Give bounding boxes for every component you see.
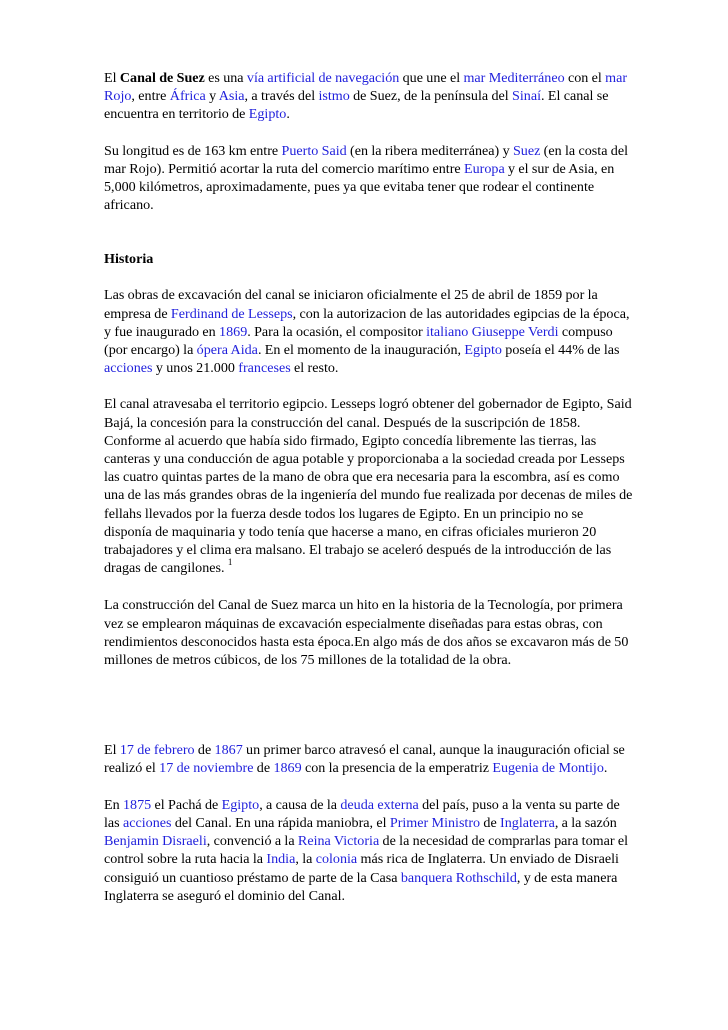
text-run: un primer barco atravesó el canal, aunque la inauguración oficial se realizó el xyxy=(104,742,625,777)
text-run: , a la sazón xyxy=(554,814,617,831)
text-run: , la xyxy=(295,851,316,868)
text-run: es una xyxy=(204,70,247,86)
text-run: El xyxy=(104,742,120,759)
bold-text: Historia xyxy=(104,251,154,268)
link-reina-victoria[interactable]: Reina Victoria xyxy=(297,833,380,850)
text-run: (en la ribera mediterránea) y xyxy=(346,142,513,159)
text-run: El xyxy=(104,70,120,86)
text-run: . El canal se encuentra en territorio de xyxy=(104,88,609,123)
link-acciones[interactable]: acciones xyxy=(104,360,153,377)
text-run: , entre xyxy=(131,88,170,105)
link-egipto[interactable]: Egipto xyxy=(464,342,502,359)
text-run: En xyxy=(104,796,123,813)
text-run: y el sur de Asia, en 5,000 kilómetros, aproximadamente, pues ya que evitaba tener que rodear el continente africano. xyxy=(104,160,615,214)
text-run: , convenció a la xyxy=(206,833,298,850)
link-italiano[interactable]: italiano xyxy=(426,323,469,340)
paragraph-intro xyxy=(104,69,634,124)
text-run: . xyxy=(603,760,608,777)
link-1875[interactable]: 1875 xyxy=(122,796,152,813)
link-inglaterra[interactable]: Inglaterra xyxy=(500,814,555,831)
link-franceses[interactable]: franceses xyxy=(238,360,291,377)
link-1869[interactable]: 1869 xyxy=(273,760,302,777)
text-run: del país, puso a la venta su parte de las xyxy=(104,796,620,831)
text-run: , con la autorizacion de las autoridades egipcias de la época, y fue inaugurado en xyxy=(104,305,630,340)
link-egipto[interactable]: Egipto xyxy=(248,106,287,123)
link-via-artificial-de-navegacion[interactable]: vía artificial de navegación xyxy=(246,70,400,86)
link-europa[interactable]: Europa xyxy=(464,160,505,177)
text-run: más rica de Inglaterra. Un enviado de Disraeli consiguió un cuantioso préstamo de parte de la Casa xyxy=(104,851,619,886)
link-eugenia-de-montijo[interactable]: Eugenia de Montijo xyxy=(492,760,604,777)
section-heading-historia xyxy=(104,250,634,268)
text-run: Las obras de excavación del canal se iniciaron oficialmente el 25 de abril de 1859 por la empresa de xyxy=(104,287,598,322)
link-egipto[interactable]: Egipto xyxy=(221,796,260,813)
link-acciones[interactable]: acciones xyxy=(122,814,172,831)
text-run: con el xyxy=(564,70,606,86)
footnote-ref[interactable]: 1 xyxy=(227,556,233,567)
text-run: y xyxy=(205,88,219,105)
text-run: . xyxy=(286,106,290,123)
link-banquera-rothschild[interactable]: banquera Rothschild xyxy=(400,869,517,886)
text-run: La construcción del Canal de Suez marca un hito en la historia de la Tecnología, por primera vez se emplearon máquinas de excavación especialmente diseñadas para estas obras, con rendimientos desconocidos hasta esta época.En algo más de dos años se excavaron más de 50 millones de metros cúbicos, de los 75 millones de la totalidad de la obra. xyxy=(104,597,629,669)
link-17-de-febrero[interactable]: 17 de febrero xyxy=(119,742,195,759)
paragraph-longitud xyxy=(104,142,634,215)
text-run: Su longitud es de 163 km entre xyxy=(104,142,282,159)
link-suez[interactable]: Suez xyxy=(512,142,541,159)
link-aida[interactable]: Aida xyxy=(230,342,258,359)
text-run: El canal atravesaba el territorio egipcio. Lesseps logró obtener del gobernador de Egipto, Said Bajá, la concesión para la construcción del canal. Después de la suscripción de 1858. Conforme al acuerdo que había sido firmado, Egipto concedía libremente las tierras, las canteras y una conducción de agua potable y proporcionaba a la sociedad creada por Lesseps las cuatro quintas partes de la mano de obra que era necesaria para la escombra, así es como una de las más grandes obras de la ingeniería del mundo fue realizada por decenas de miles de fellahs llevados por la fuerza desde todos los lugares de Egipto. En un principio no se disponía de maquinaria y todo tenía que hacerse a mano, en cifras oficiales murieron 20 trabajadores y el clima era malsano. El trabajo se aceleró después de la introducción de las dragas de cangilones. xyxy=(104,396,633,577)
paragraph-venta xyxy=(104,796,634,905)
link-ferdinand-de-lesseps[interactable]: Ferdinand de Lesseps xyxy=(170,305,293,322)
text-run: , y de esta manera Inglaterra se aseguró el dominio del Canal. xyxy=(104,869,618,904)
link-india[interactable]: India xyxy=(266,851,296,868)
text-run: con la presencia de la emperatriz xyxy=(301,760,493,777)
text-run: de xyxy=(194,742,215,759)
text-run: de xyxy=(480,814,501,831)
text-run: poseía el 44% de las xyxy=(501,342,620,359)
link-mar-rojo[interactable]: mar Rojo xyxy=(104,70,628,105)
paragraph-tecnologia xyxy=(104,596,634,669)
paragraph-inauguracion xyxy=(104,741,634,777)
text-run: que une el xyxy=(399,70,464,86)
bold-text: Canal de Suez xyxy=(119,70,205,86)
link-primer-ministro[interactable]: Primer Ministro xyxy=(389,814,481,831)
text-run: . En el momento de la inauguración, xyxy=(257,342,465,359)
link-17-de-noviembre[interactable]: 17 de noviembre xyxy=(159,760,254,777)
paragraph-obras xyxy=(104,286,634,377)
link-giuseppe-verdi[interactable]: Giuseppe Verdi xyxy=(471,323,559,340)
link-africa[interactable]: África xyxy=(169,88,206,105)
text-run: de la necesidad de comprarlas para tomar el control sobre la ruta hacia la xyxy=(104,833,629,868)
text-run: , a causa de la xyxy=(259,796,341,813)
link-colonia[interactable]: colonia xyxy=(315,851,358,868)
link-benjamin-disraeli[interactable]: Benjamin Disraeli xyxy=(104,833,207,850)
link-istmo[interactable]: istmo xyxy=(318,88,350,105)
text-run: (en la costa del mar Rojo). Permitió acortar la ruta del comercio marítimo entre xyxy=(104,142,628,177)
document-body xyxy=(104,69,634,905)
link-mar-mediterraneo[interactable]: mar Mediterráneo xyxy=(463,70,565,86)
text-run: . Para la ocasión, el compositor xyxy=(247,323,427,340)
paragraph-territorio xyxy=(104,395,634,577)
link-1869[interactable]: 1869 xyxy=(219,323,248,340)
link-1867[interactable]: 1867 xyxy=(214,742,243,759)
link-asia[interactable]: Asia xyxy=(218,88,245,105)
link-puerto-said[interactable]: Puerto Said xyxy=(281,142,347,159)
link-sinai[interactable]: Sinaí xyxy=(512,88,541,105)
text-run: compuso (por encargo) la xyxy=(104,323,613,359)
text-run: del Canal. En una rápida maniobra, el xyxy=(171,814,390,831)
link-deuda-externa[interactable]: deuda externa xyxy=(340,796,419,813)
text-run: y unos 21.000 xyxy=(152,360,239,377)
text-run: el resto. xyxy=(290,360,339,377)
text-run: de xyxy=(253,760,274,777)
text-run: , a través del xyxy=(244,88,319,105)
text-run: de Suez, de la península del xyxy=(349,88,513,105)
text-run: el Pachá de xyxy=(151,796,222,813)
link-opera[interactable]: ópera xyxy=(196,342,228,359)
